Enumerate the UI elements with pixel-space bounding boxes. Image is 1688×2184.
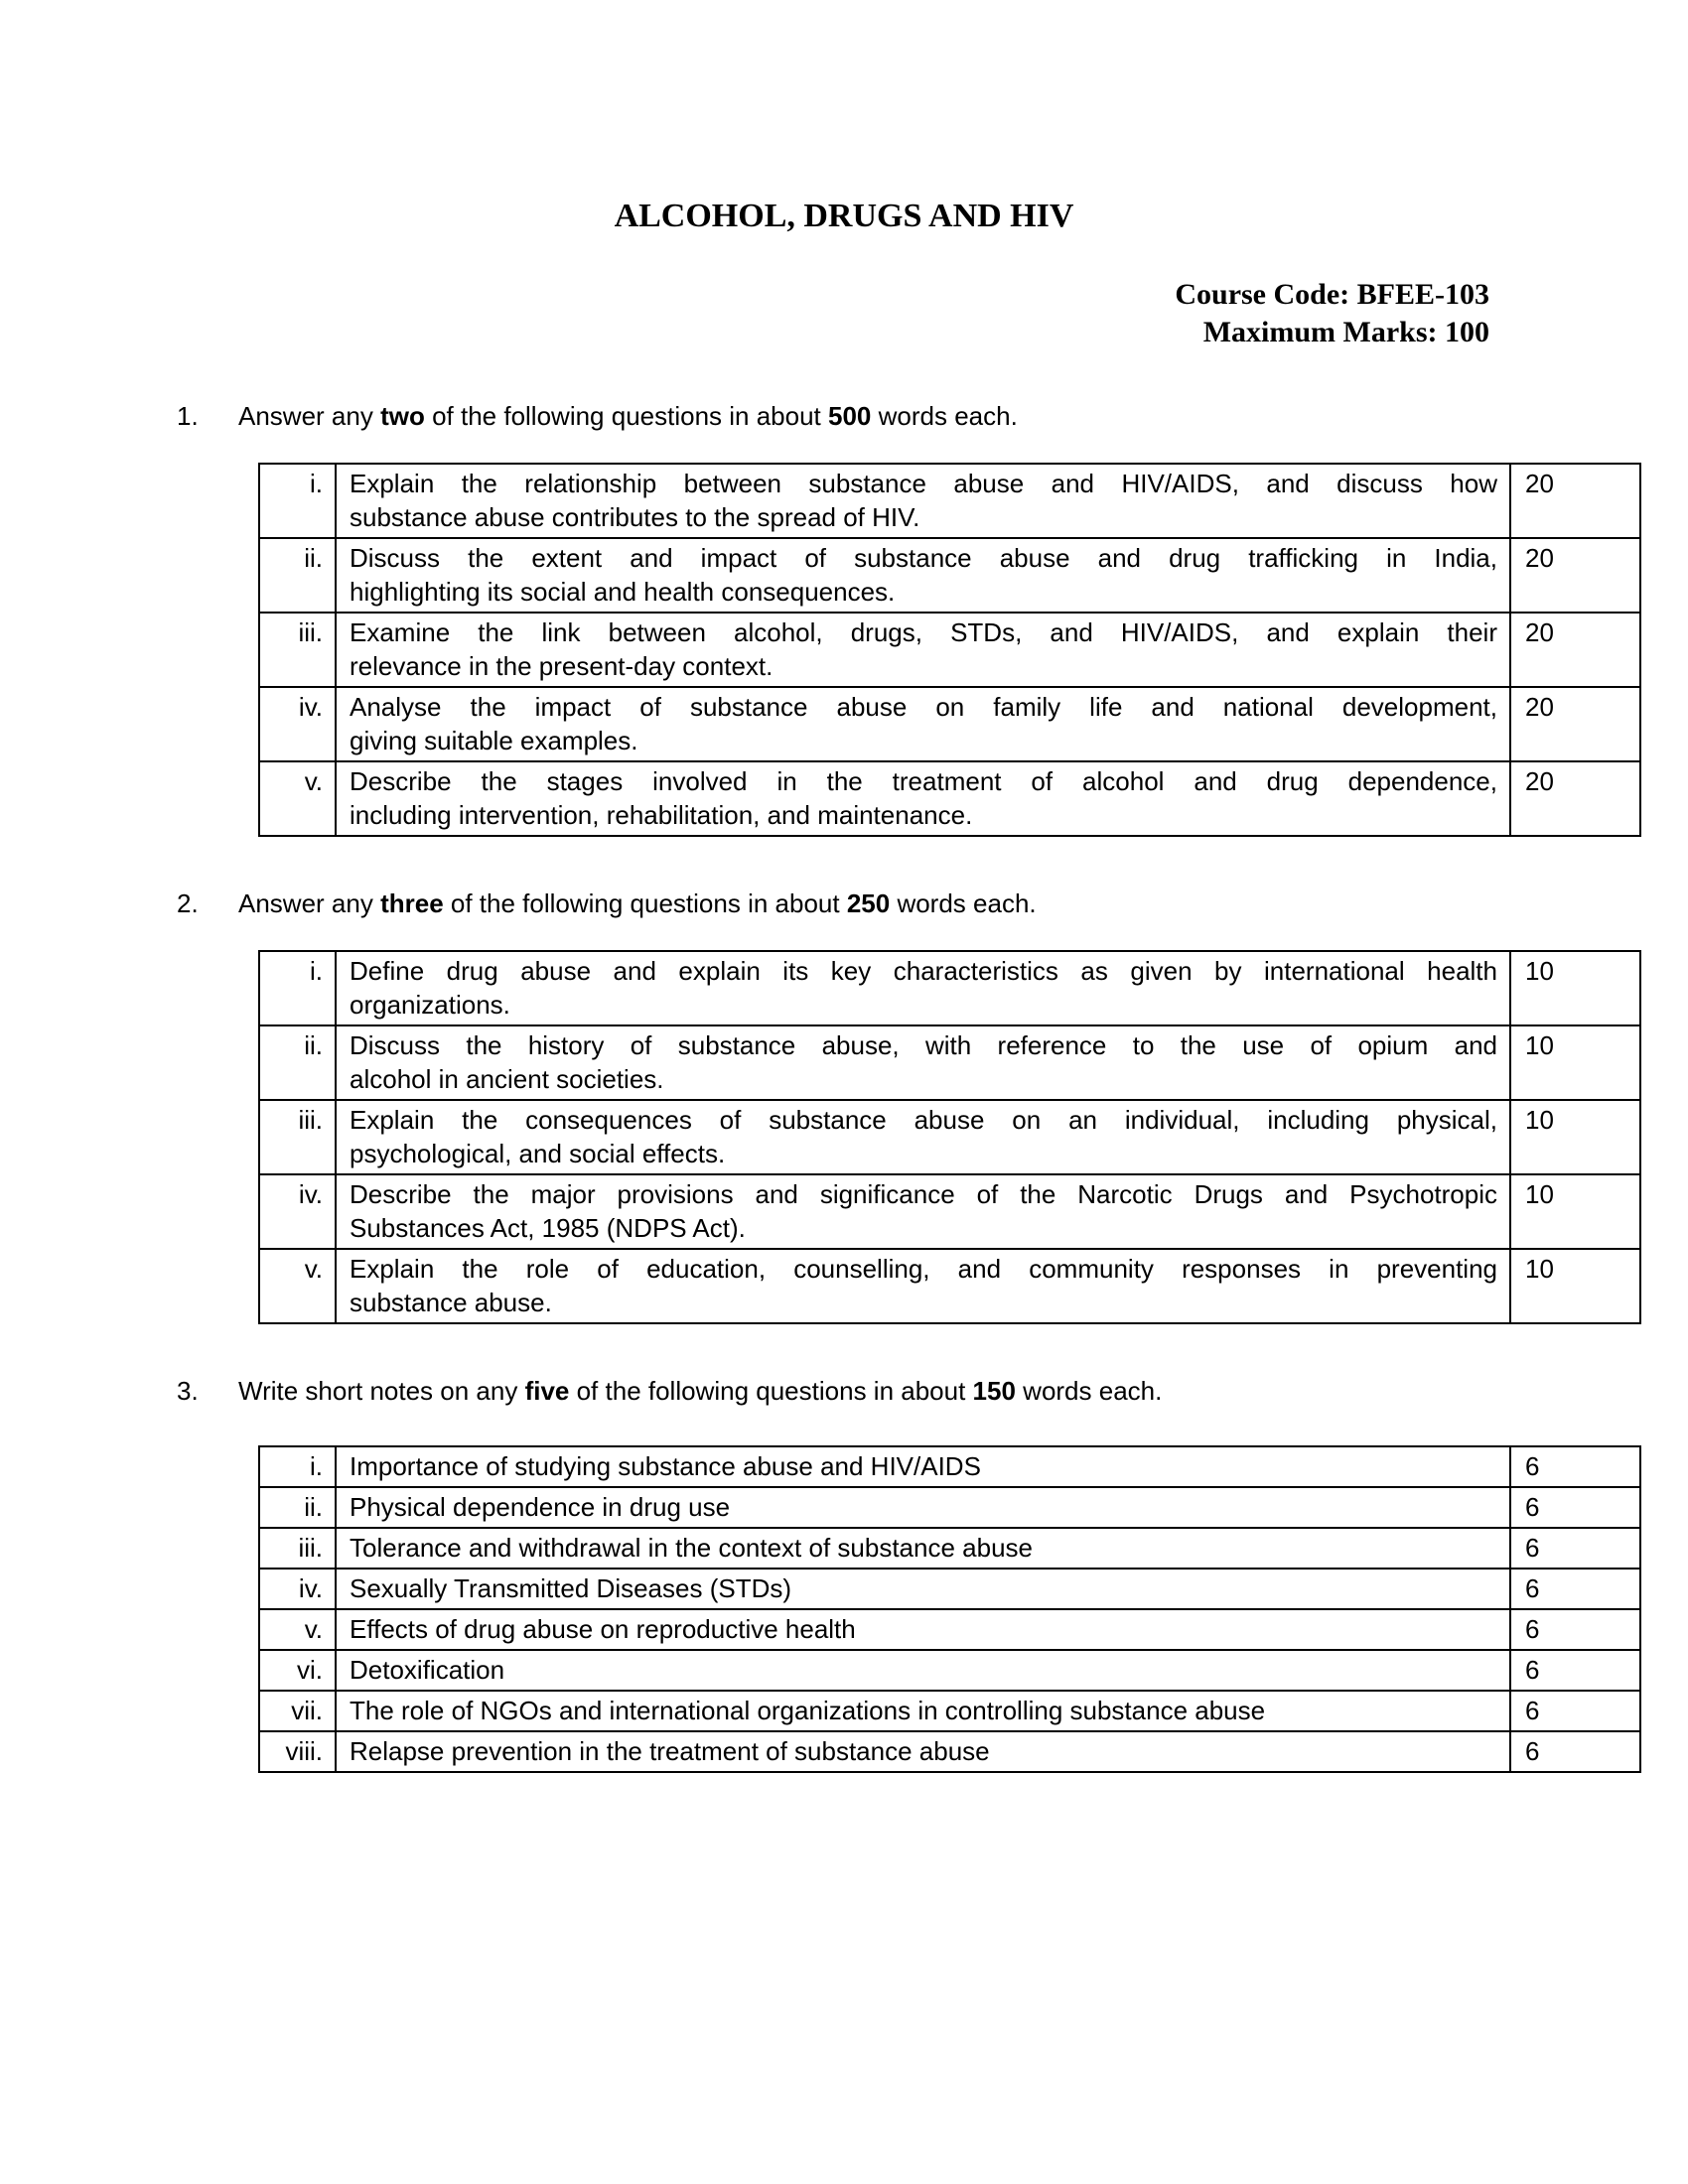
question-text: Relapse prevention in the treatment of substance abuse — [336, 1731, 1510, 1772]
question-text: Sexually Transmitted Diseases (STDs) — [336, 1569, 1510, 1609]
question-text: Explain the relationship between substance abuse and HIV/AIDS, and discuss how substance abuse contributes to the spread of HIV. — [336, 464, 1510, 538]
table-row — [259, 1249, 1640, 1323]
marks-value: 6 — [1510, 1569, 1640, 1609]
course-code: Course Code: BFEE-103 — [1175, 278, 1489, 311]
question-number: iv. — [259, 1174, 336, 1249]
marks-value: 6 — [1510, 1446, 1640, 1487]
question-text: The role of NGOs and international organizations in controlling substance abuse — [336, 1691, 1510, 1731]
question-text: Define drug abuse and explain its key characteristics as given by international health organizations. — [336, 951, 1510, 1025]
marks-value: 6 — [1510, 1691, 1640, 1731]
instruction-text: Write short notes on any five of the following questions in about 150 words each. — [238, 1376, 1163, 1406]
marks-value: 10 — [1510, 1249, 1640, 1323]
question-text: Discuss the history of substance abuse, with reference to the use of opium and alcohol in ancient societies. — [336, 1025, 1510, 1100]
max-marks: Maximum Marks: 100 — [1202, 316, 1489, 348]
instruction-text: Answer any three of the following questions in about 250 words each. — [238, 888, 1037, 918]
question-number: viii. — [259, 1731, 336, 1772]
section-number: 1. — [177, 401, 199, 431]
question-text: Examine the link between alcohol, drugs, STDs, and HIV/AIDS, and explain their relevance in the present-day context. — [336, 613, 1510, 687]
question-text: Effects of drug abuse on reproductive health — [336, 1609, 1510, 1650]
table-row — [259, 1731, 1640, 1772]
marks-value: 6 — [1510, 1487, 1640, 1528]
question-number: ii. — [259, 1487, 336, 1528]
marks-value: 20 — [1510, 538, 1640, 613]
question-text: Detoxification — [336, 1650, 1510, 1691]
marks-value: 6 — [1510, 1650, 1640, 1691]
marks-value: 20 — [1510, 761, 1640, 836]
questions-table-2 — [258, 950, 1641, 1324]
marks-value: 20 — [1510, 613, 1640, 687]
instruction-text: Answer any two of the following questions in about 500 words each. — [238, 401, 1018, 431]
table-row — [259, 538, 1640, 613]
section-3-instruction — [177, 1374, 1688, 1408]
question-number: v. — [259, 1249, 336, 1323]
question-text: Explain the role of education, counselling, and community responses in preventing substance abuse. — [336, 1249, 1510, 1323]
question-number: iii. — [259, 613, 336, 687]
marks-value: 10 — [1510, 1100, 1640, 1174]
question-text: Importance of studying substance abuse and HIV/AIDS — [336, 1446, 1510, 1487]
question-number: vi. — [259, 1650, 336, 1691]
question-number: iii. — [259, 1100, 336, 1174]
question-text: Analyse the impact of substance abuse on family life and national development, giving suitable examples. — [336, 687, 1510, 761]
marks-value: 20 — [1510, 687, 1640, 761]
question-number: v. — [259, 761, 336, 836]
exam-meta — [0, 276, 1489, 351]
question-number: v. — [259, 1609, 336, 1650]
question-number: iii. — [259, 1528, 336, 1569]
table-row — [259, 1487, 1640, 1528]
marks-value: 6 — [1510, 1731, 1640, 1772]
table-row — [259, 1609, 1640, 1650]
section-2-instruction — [177, 887, 1688, 920]
table-row — [259, 464, 1640, 538]
section-number: 3. — [177, 1376, 199, 1406]
table-row — [259, 1100, 1640, 1174]
page-title: ALCOHOL, DRUGS AND HIV — [614, 198, 1074, 234]
table-row — [259, 687, 1640, 761]
table-row — [259, 1650, 1640, 1691]
question-number: iv. — [259, 1569, 336, 1609]
question-text: Physical dependence in drug use — [336, 1487, 1510, 1528]
table-row — [259, 1691, 1640, 1731]
question-text: Describe the stages involved in the treatment of alcohol and drug dependence, including intervention, rehabilitation, and maintenance. — [336, 761, 1510, 836]
table-row — [259, 951, 1640, 1025]
marks-value: 10 — [1510, 1025, 1640, 1100]
questions-table-1 — [258, 463, 1641, 837]
table-row — [259, 1446, 1640, 1487]
section-1-instruction — [177, 399, 1688, 433]
question-text: Explain the consequences of substance abuse on an individual, including physical, psychological, and social effects. — [336, 1100, 1510, 1174]
questions-table-3 — [258, 1445, 1641, 1773]
table-row — [259, 761, 1640, 836]
marks-value: 10 — [1510, 951, 1640, 1025]
question-text: Tolerance and withdrawal in the context of substance abuse — [336, 1528, 1510, 1569]
question-number: i. — [259, 464, 336, 538]
marks-value: 10 — [1510, 1174, 1640, 1249]
question-number: i. — [259, 951, 336, 1025]
question-number: ii. — [259, 538, 336, 613]
table-row — [259, 1025, 1640, 1100]
question-text: Discuss the extent and impact of substance abuse and drug trafficking in India, highlighting its social and health consequences. — [336, 538, 1510, 613]
table-row — [259, 613, 1640, 687]
marks-value: 20 — [1510, 464, 1640, 538]
table-row — [259, 1528, 1640, 1569]
marks-value: 6 — [1510, 1609, 1640, 1650]
question-number: vii. — [259, 1691, 336, 1731]
table-row — [259, 1569, 1640, 1609]
question-text: Describe the major provisions and significance of the Narcotic Drugs and Psychotropic Substances Act, 1985 (NDPS Act). — [336, 1174, 1510, 1249]
question-number: iv. — [259, 687, 336, 761]
marks-value: 6 — [1510, 1528, 1640, 1569]
question-number: i. — [259, 1446, 336, 1487]
table-row — [259, 1174, 1640, 1249]
question-number: ii. — [259, 1025, 336, 1100]
section-number: 2. — [177, 888, 199, 918]
